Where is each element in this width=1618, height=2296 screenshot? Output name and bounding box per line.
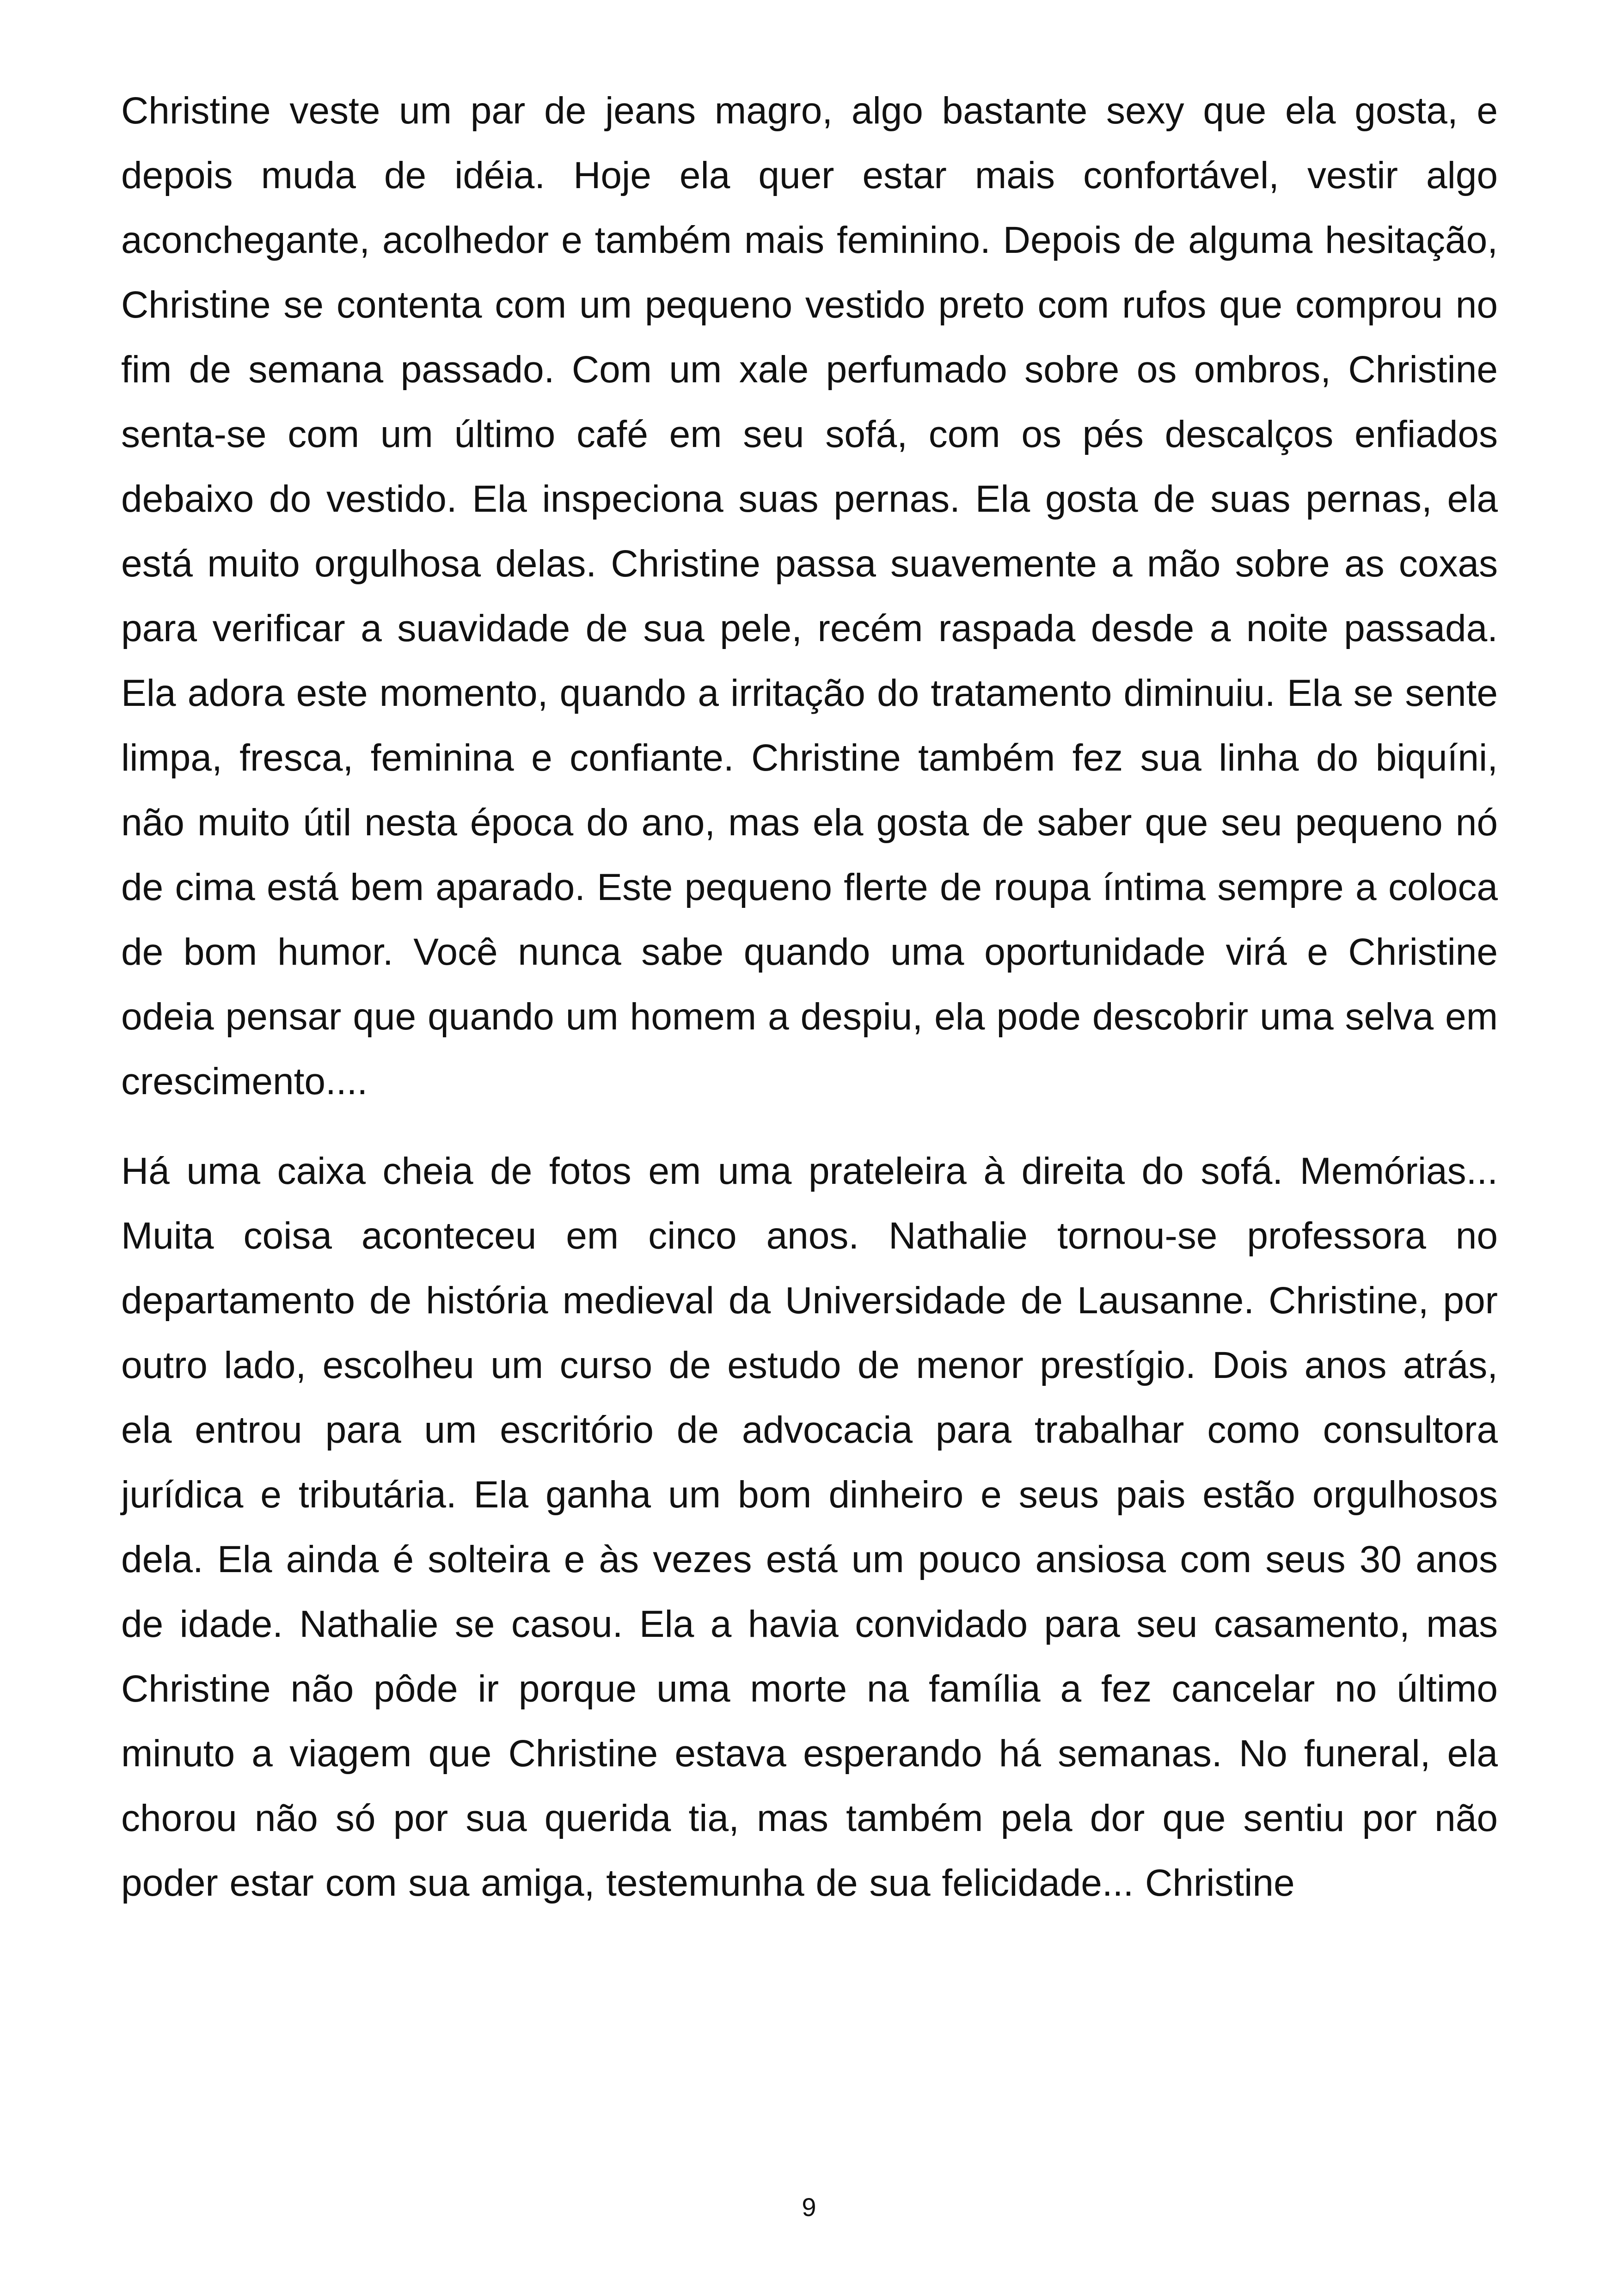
- paragraph-2: Há uma caixa cheia de fotos em uma prateleira à direita do sofá. Memórias... Muita coisa aconteceu em cinco anos. Nathalie tornou-se professora no departamento de história medieval da Universidade de Lausanne. Christine, por outro lado, escolheu um curso de estudo de menor prestígio. Dois anos atrás, ela entrou para um escritório de advocacia para trabalhar como consultora jurídica e tributária. Ela ganha um bom dinheiro e seus pais estão orgulhosos dela. Ela ainda é solteira e às vezes está um pouco ansiosa com seus 30 anos de idade. Nathalie se casou. Ela a havia convidado para seu casamento, mas Christine não pôde ir porque uma morte na família a fez cancelar no último minuto a viagem que Christine estava esperando há semanas. No funeral, ela chorou não só por sua querida tia, mas também pela dor que sentiu por não poder estar com sua amiga, testemunha de sua felicidade... Christine: [121, 1150, 1498, 1904]
- body-text: [121, 79, 1498, 1916]
- paragraph-1: Christine veste um par de jeans magro, algo bastante sexy que ela gosta, e depois muda de idéia. Hoje ela quer estar mais confortável, vestir algo aconchegante, acolhedor e também mais feminino. Depois de alguma hesitação, Christine se contenta com um pequeno vestido preto com rufos que comprou no fim de semana passado. Com um xale perfumado sobre os ombros, Christine senta-se com um último café em seu sofá, com os pés descalços enfiados debaixo do vestido. Ela inspeciona suas pernas. Ela gosta de suas pernas, ela está muito orgulhosa delas. Christine passa suavemente a mão sobre as coxas para verificar a suavidade de sua pele, recém raspada desde a noite passada. Ela adora este momento, quando a irritação do tratamento diminuiu. Ela se sente limpa, fresca, feminina e confiante. Christine também fez sua linha do biquíni, não muito útil nesta época do ano, mas ela gosta de saber que seu pequeno nó de cima está bem aparado. Este pequeno flerte de roupa íntima sempre a coloca de bom humor. Você nunca sabe quando uma oportunidade virá e Christine odeia pensar que quando um homem a despiu, ela pode descobrir uma selva em crescimento....: [121, 90, 1498, 1102]
- page-number: 9: [802, 2192, 816, 2222]
